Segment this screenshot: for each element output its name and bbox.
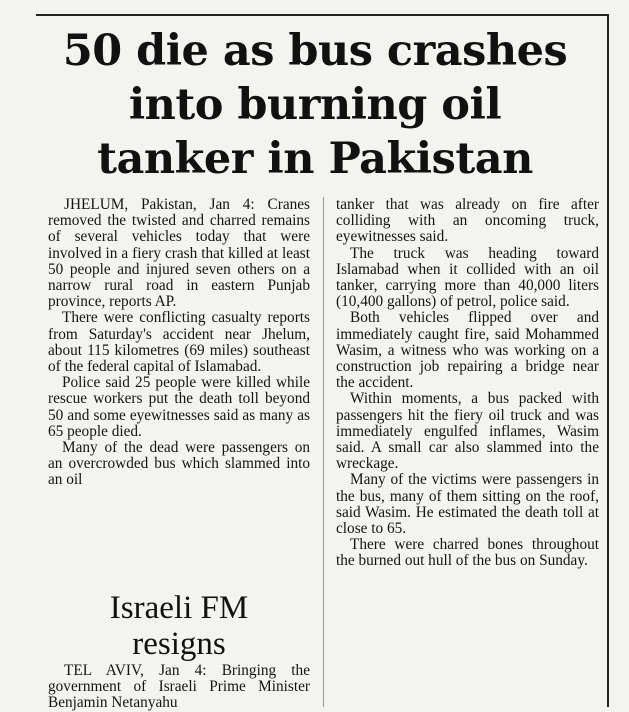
article-paragraph: Both vehicles flipped over and immediately caught fire, said Mohammed Wasim, a witness who was working on a construction job repairing a bridge near the accident. (336, 309, 599, 392)
article-paragraph: Many of the victims were passengers in the bus, many of them sitting on the roof, said Wasim. He estimated the death toll at close to 65. (336, 471, 599, 538)
article-left-column (48, 197, 310, 489)
article-paragraph: tanker that was already on fire after colliding with an oncoming truck, eyewitnesses said. (336, 196, 599, 246)
article-paragraph: JHELUM, Pakistan, Jan 4: Cranes removed the twisted and charred remains of several vehicles today that were involved in a fiery crash that killed at least 50 people and injured seven others on a narrow rural road in eastern Punjab province, reports AP. (48, 196, 310, 311)
second-headline-line-1: Israeli FM (109, 590, 249, 626)
article-paragraph: There were charred bones throughout the burned out hull of the bus on Sunday. (336, 536, 599, 570)
second-story-column (48, 663, 310, 712)
article-paragraph: Police said 25 people were killed while rescue workers put the death toll beyond 50 and some eyewitnesses said as many as 65 people died. (48, 374, 310, 440)
article-right-column (336, 197, 599, 570)
top-rule (36, 14, 608, 16)
article-paragraph: Within moments, a bus packed with passengers hit the fiery oil truck and was immediately engulfed inflames, Wasim said. A small car also slammed into the wreckage. (336, 390, 599, 473)
second-headline-line-2: resigns (132, 626, 226, 662)
headline-line-1: 50 die as bus crashes (62, 26, 568, 76)
second-story-headline (48, 590, 310, 662)
article-paragraph: Many of the dead were passengers on an overcrowded bus which slammed into an oil (48, 439, 310, 489)
main-headline (30, 24, 600, 186)
article-paragraph: The truck was heading toward Islamabad when it collided with an oil tanker, carrying more than 40,000 liters (10,400 gallons) of petrol, police said. (336, 244, 599, 311)
headline-line-3: tanker in Pakistan (97, 134, 533, 184)
right-rule (607, 14, 609, 707)
headline-line-2: into burning oil (128, 80, 502, 130)
column-divider (323, 197, 324, 707)
article-paragraph: There were conflicting casualty reports from Saturday's accident near Jhelum, about 115 kilometres (69 miles) southeast of the federal capital of Islamabad. (48, 309, 310, 376)
second-story-paragraph: TEL AVIV, Jan 4: Bringing the government of Israeli Prime Minister Benjamin Netanyahu (48, 662, 310, 712)
